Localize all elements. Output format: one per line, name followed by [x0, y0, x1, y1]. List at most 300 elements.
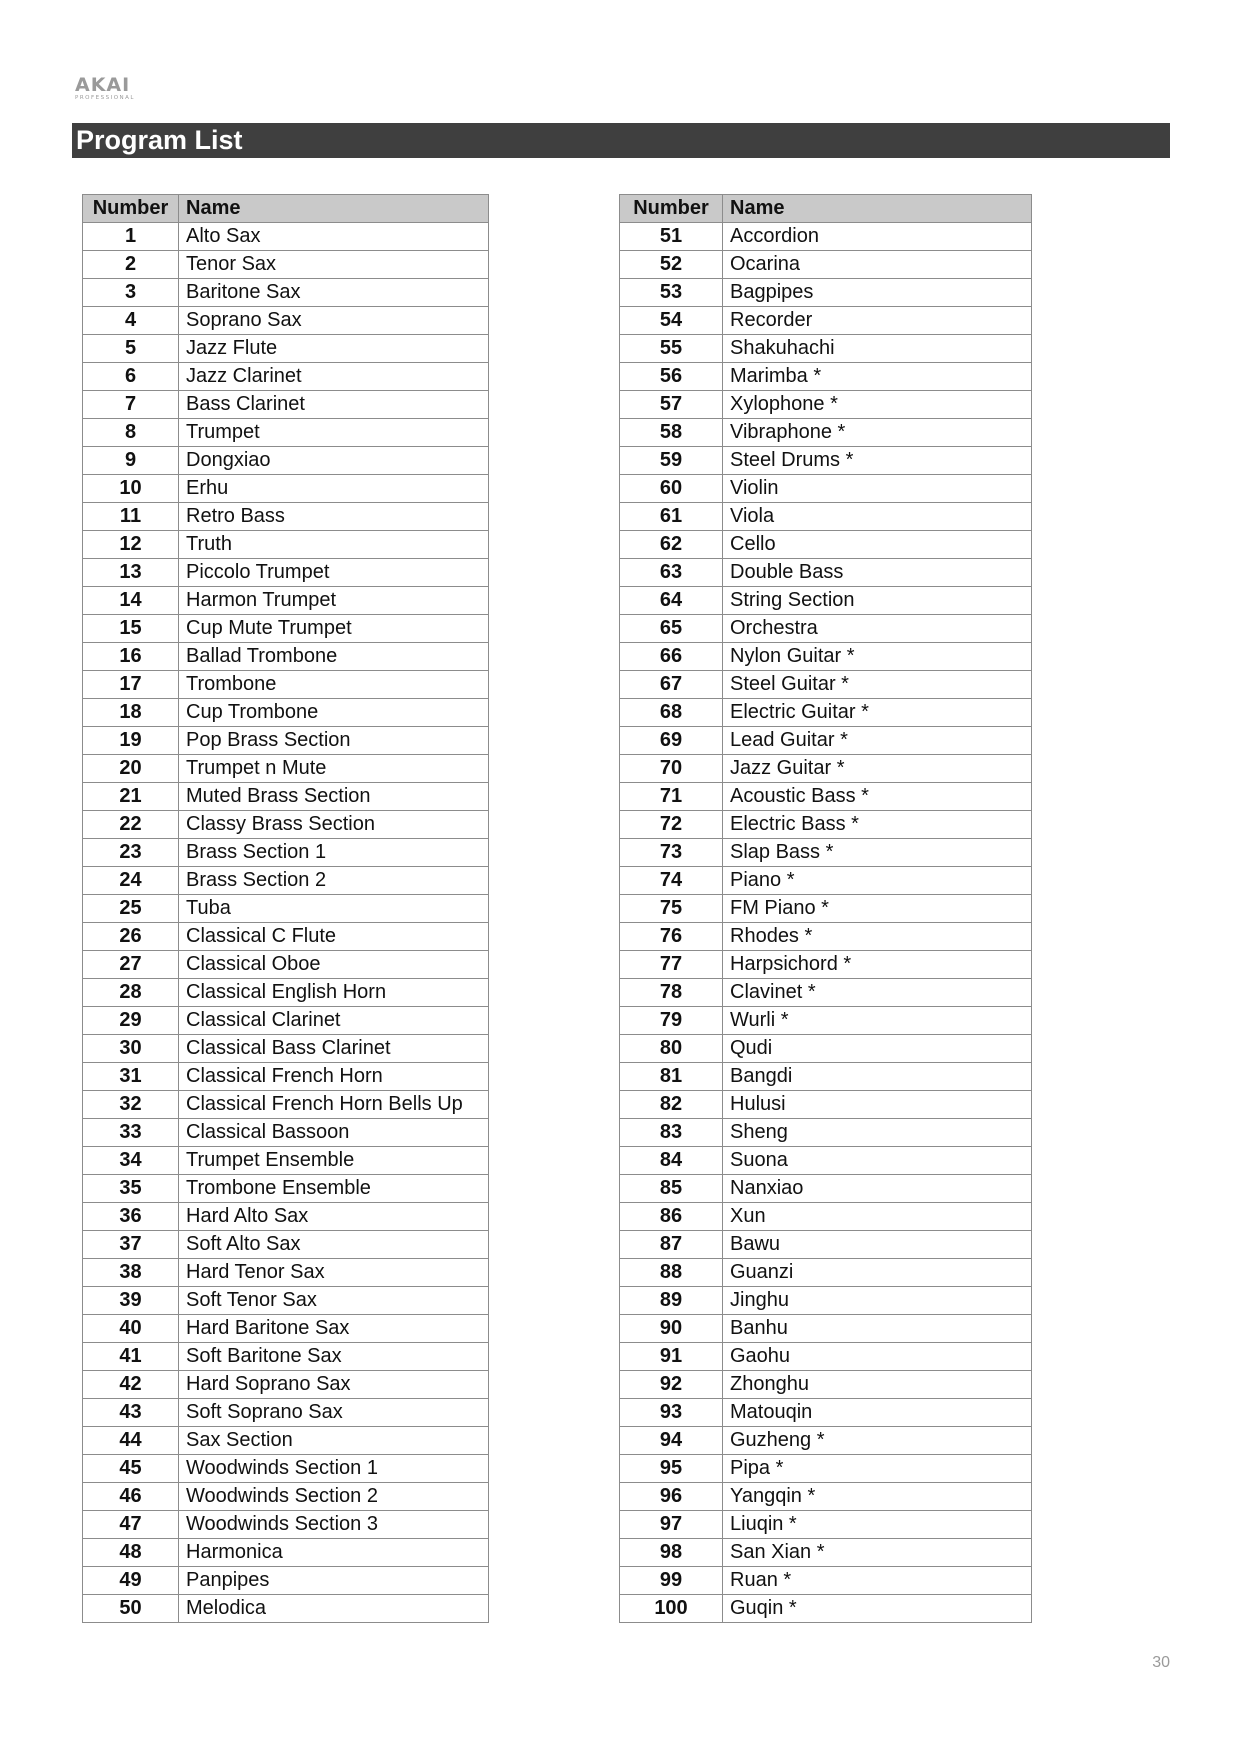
program-number: 92 — [620, 1371, 723, 1399]
program-number: 19 — [83, 727, 179, 755]
program-number: 35 — [83, 1175, 179, 1203]
program-number: 49 — [83, 1567, 179, 1595]
program-name: Classy Brass Section — [179, 811, 489, 839]
program-name: Bangdi — [723, 1063, 1032, 1091]
program-table-right — [619, 194, 1032, 1623]
program-name: Liuqin * — [723, 1511, 1032, 1539]
program-number: 21 — [83, 783, 179, 811]
program-number: 63 — [620, 559, 723, 587]
program-number: 55 — [620, 335, 723, 363]
program-number: 60 — [620, 475, 723, 503]
program-number: 90 — [620, 1315, 723, 1343]
program-number: 88 — [620, 1259, 723, 1287]
table-row — [83, 1343, 489, 1371]
program-number: 84 — [620, 1147, 723, 1175]
program-name: Tuba — [179, 895, 489, 923]
table-row — [83, 1595, 489, 1623]
program-name: Lead Guitar * — [723, 727, 1032, 755]
table-row — [620, 1203, 1032, 1231]
program-number: 40 — [83, 1315, 179, 1343]
program-name: Jazz Flute — [179, 335, 489, 363]
program-number: 50 — [83, 1595, 179, 1623]
program-number: 23 — [83, 839, 179, 867]
table-row — [620, 979, 1032, 1007]
program-number: 85 — [620, 1175, 723, 1203]
program-name: Guanzi — [723, 1259, 1032, 1287]
program-name: Bagpipes — [723, 279, 1032, 307]
program-name: Classical C Flute — [179, 923, 489, 951]
table-row — [620, 1539, 1032, 1567]
table-row — [620, 363, 1032, 391]
program-name: Hard Soprano Sax — [179, 1371, 489, 1399]
column-header-name: Name — [723, 195, 1032, 223]
program-name: Soft Alto Sax — [179, 1231, 489, 1259]
table-row — [83, 867, 489, 895]
program-name: Electric Bass * — [723, 811, 1032, 839]
table-row — [620, 1063, 1032, 1091]
program-name: Pipa * — [723, 1455, 1032, 1483]
table-row — [620, 307, 1032, 335]
program-number: 86 — [620, 1203, 723, 1231]
table-row — [620, 419, 1032, 447]
program-name: Violin — [723, 475, 1032, 503]
program-number: 4 — [83, 307, 179, 335]
program-name: Hard Tenor Sax — [179, 1259, 489, 1287]
table-header-row — [83, 195, 489, 223]
program-number: 13 — [83, 559, 179, 587]
table-row — [83, 1399, 489, 1427]
program-name: Bawu — [723, 1231, 1032, 1259]
table-row — [620, 839, 1032, 867]
program-name: Hard Alto Sax — [179, 1203, 489, 1231]
program-number: 94 — [620, 1427, 723, 1455]
section-title-bar — [72, 123, 1170, 158]
program-number: 26 — [83, 923, 179, 951]
program-table-left — [82, 194, 489, 1623]
program-name: Panpipes — [179, 1567, 489, 1595]
table-row — [83, 1203, 489, 1231]
program-name: Ocarina — [723, 251, 1032, 279]
program-name: Tenor Sax — [179, 251, 489, 279]
program-name: Harpsichord * — [723, 951, 1032, 979]
table-row — [83, 783, 489, 811]
program-name: Trumpet Ensemble — [179, 1147, 489, 1175]
program-number: 48 — [83, 1539, 179, 1567]
program-number: 46 — [83, 1483, 179, 1511]
table-row — [620, 1091, 1032, 1119]
table-row — [83, 923, 489, 951]
table-row — [620, 923, 1032, 951]
table-row — [83, 587, 489, 615]
program-number: 71 — [620, 783, 723, 811]
program-name: Matouqin — [723, 1399, 1032, 1427]
program-name: Truth — [179, 531, 489, 559]
table-row — [83, 1035, 489, 1063]
program-name: Steel Guitar * — [723, 671, 1032, 699]
program-name: Classical Oboe — [179, 951, 489, 979]
program-name: Jazz Clarinet — [179, 363, 489, 391]
program-number: 91 — [620, 1343, 723, 1371]
program-number: 36 — [83, 1203, 179, 1231]
table-row — [83, 1427, 489, 1455]
program-name: Viola — [723, 503, 1032, 531]
program-name: Rhodes * — [723, 923, 1032, 951]
table-row — [83, 279, 489, 307]
program-number: 75 — [620, 895, 723, 923]
program-name: Sax Section — [179, 1427, 489, 1455]
program-number: 76 — [620, 923, 723, 951]
program-number: 12 — [83, 531, 179, 559]
table-row — [620, 475, 1032, 503]
table-row — [83, 251, 489, 279]
program-number: 8 — [83, 419, 179, 447]
program-number: 39 — [83, 1287, 179, 1315]
program-name: Electric Guitar * — [723, 699, 1032, 727]
program-number: 42 — [83, 1371, 179, 1399]
program-name: Guzheng * — [723, 1427, 1032, 1455]
program-number: 38 — [83, 1259, 179, 1287]
program-name: Steel Drums * — [723, 447, 1032, 475]
program-name: Acoustic Bass * — [723, 783, 1032, 811]
table-row — [620, 391, 1032, 419]
program-name: Jazz Guitar * — [723, 755, 1032, 783]
table-header-row — [620, 195, 1032, 223]
program-number: 58 — [620, 419, 723, 447]
program-number: 89 — [620, 1287, 723, 1315]
program-number: 61 — [620, 503, 723, 531]
table-row — [620, 699, 1032, 727]
program-number: 73 — [620, 839, 723, 867]
program-name: Trumpet n Mute — [179, 755, 489, 783]
program-name: FM Piano * — [723, 895, 1032, 923]
program-number: 33 — [83, 1119, 179, 1147]
program-number: 52 — [620, 251, 723, 279]
program-name: Soprano Sax — [179, 307, 489, 335]
program-name: Trombone — [179, 671, 489, 699]
program-number: 47 — [83, 1511, 179, 1539]
program-name: Dongxiao — [179, 447, 489, 475]
program-number: 95 — [620, 1455, 723, 1483]
table-row — [83, 1483, 489, 1511]
program-name: Recorder — [723, 307, 1032, 335]
table-row — [83, 1455, 489, 1483]
table-row — [620, 1567, 1032, 1595]
program-name: Classical English Horn — [179, 979, 489, 1007]
table-row — [83, 1371, 489, 1399]
akai-logo — [75, 76, 155, 102]
program-number: 99 — [620, 1567, 723, 1595]
table-row — [620, 587, 1032, 615]
program-number: 25 — [83, 895, 179, 923]
table-row — [620, 1231, 1032, 1259]
program-number: 22 — [83, 811, 179, 839]
program-name: Ruan * — [723, 1567, 1032, 1595]
column-header-name: Name — [179, 195, 489, 223]
table-row — [620, 895, 1032, 923]
program-number: 15 — [83, 615, 179, 643]
program-number: 24 — [83, 867, 179, 895]
program-number: 28 — [83, 979, 179, 1007]
table-row — [83, 1175, 489, 1203]
table-row — [620, 727, 1032, 755]
program-name: Zhonghu — [723, 1371, 1032, 1399]
table-row — [620, 1511, 1032, 1539]
program-name: Trombone Ensemble — [179, 1175, 489, 1203]
program-number: 64 — [620, 587, 723, 615]
page-number: 30 — [1152, 1654, 1170, 1671]
program-number: 54 — [620, 307, 723, 335]
table-row — [620, 643, 1032, 671]
table-row — [83, 1063, 489, 1091]
table-row — [83, 503, 489, 531]
program-name: Ballad Trombone — [179, 643, 489, 671]
table-row — [620, 251, 1032, 279]
table-row — [83, 419, 489, 447]
program-name: Gaohu — [723, 1343, 1032, 1371]
program-name: Erhu — [179, 475, 489, 503]
program-name: Soft Tenor Sax — [179, 1287, 489, 1315]
column-header-number: Number — [620, 195, 723, 223]
program-number: 57 — [620, 391, 723, 419]
program-number: 83 — [620, 1119, 723, 1147]
table-row — [83, 391, 489, 419]
table-row — [620, 1371, 1032, 1399]
table-row — [83, 671, 489, 699]
program-name: Nylon Guitar * — [723, 643, 1032, 671]
program-number: 80 — [620, 1035, 723, 1063]
program-name: Woodwinds Section 2 — [179, 1483, 489, 1511]
program-number: 27 — [83, 951, 179, 979]
program-name: Classical French Horn Bells Up — [179, 1091, 489, 1119]
program-number: 78 — [620, 979, 723, 1007]
program-number: 67 — [620, 671, 723, 699]
table-row — [620, 1175, 1032, 1203]
table-row — [620, 867, 1032, 895]
table-row — [83, 811, 489, 839]
program-number: 29 — [83, 1007, 179, 1035]
program-name: Woodwinds Section 1 — [179, 1455, 489, 1483]
program-name: Guqin * — [723, 1595, 1032, 1623]
program-name: Jinghu — [723, 1287, 1032, 1315]
program-name: Hard Baritone Sax — [179, 1315, 489, 1343]
table-row — [620, 783, 1032, 811]
table-row — [620, 335, 1032, 363]
program-name: Wurli * — [723, 1007, 1032, 1035]
program-number: 14 — [83, 587, 179, 615]
table-row — [620, 1259, 1032, 1287]
table-row — [620, 279, 1032, 307]
program-name: Xylophone * — [723, 391, 1032, 419]
program-name: Accordion — [723, 223, 1032, 251]
program-number: 51 — [620, 223, 723, 251]
table-row — [83, 895, 489, 923]
program-number: 79 — [620, 1007, 723, 1035]
program-number: 20 — [83, 755, 179, 783]
program-number: 100 — [620, 1595, 723, 1623]
program-number: 77 — [620, 951, 723, 979]
program-number: 59 — [620, 447, 723, 475]
program-number: 7 — [83, 391, 179, 419]
program-number: 93 — [620, 1399, 723, 1427]
program-name: Trumpet — [179, 419, 489, 447]
column-header-number: Number — [83, 195, 179, 223]
program-number: 68 — [620, 699, 723, 727]
program-number: 10 — [83, 475, 179, 503]
table-row — [83, 643, 489, 671]
program-name: Cello — [723, 531, 1032, 559]
program-number: 31 — [83, 1063, 179, 1091]
program-number: 18 — [83, 699, 179, 727]
program-number: 97 — [620, 1511, 723, 1539]
table-row — [620, 1399, 1032, 1427]
program-number: 69 — [620, 727, 723, 755]
program-name: Marimba * — [723, 363, 1032, 391]
program-name: Brass Section 2 — [179, 867, 489, 895]
program-number: 2 — [83, 251, 179, 279]
program-number: 45 — [83, 1455, 179, 1483]
table-row — [620, 1287, 1032, 1315]
program-name: Woodwinds Section 3 — [179, 1511, 489, 1539]
table-row — [83, 951, 489, 979]
table-row — [620, 615, 1032, 643]
program-number: 44 — [83, 1427, 179, 1455]
logo-subtitle: PROFESSIONAL — [75, 95, 135, 101]
program-number: 32 — [83, 1091, 179, 1119]
program-name: Nanxiao — [723, 1175, 1032, 1203]
table-row — [83, 1315, 489, 1343]
program-name: Pop Brass Section — [179, 727, 489, 755]
program-number: 81 — [620, 1063, 723, 1091]
table-row — [83, 1567, 489, 1595]
program-number: 9 — [83, 447, 179, 475]
table-row — [83, 447, 489, 475]
table-row — [83, 699, 489, 727]
program-name: Harmon Trumpet — [179, 587, 489, 615]
program-name: Soft Soprano Sax — [179, 1399, 489, 1427]
table-row — [83, 1259, 489, 1287]
program-name: Yangqin * — [723, 1483, 1032, 1511]
program-name: Bass Clarinet — [179, 391, 489, 419]
table-row — [83, 363, 489, 391]
program-name: Retro Bass — [179, 503, 489, 531]
table-row — [83, 1119, 489, 1147]
table-row — [83, 531, 489, 559]
program-number: 65 — [620, 615, 723, 643]
program-name: Banhu — [723, 1315, 1032, 1343]
program-number: 34 — [83, 1147, 179, 1175]
table-row — [83, 1147, 489, 1175]
table-row — [83, 615, 489, 643]
program-number: 82 — [620, 1091, 723, 1119]
program-name: Suona — [723, 1147, 1032, 1175]
table-row — [620, 1147, 1032, 1175]
table-row — [620, 1035, 1032, 1063]
program-name: Slap Bass * — [723, 839, 1032, 867]
table-row — [83, 727, 489, 755]
table-row — [83, 755, 489, 783]
table-row — [620, 1315, 1032, 1343]
program-name: Qudi — [723, 1035, 1032, 1063]
program-number: 17 — [83, 671, 179, 699]
table-row — [620, 559, 1032, 587]
program-name: Brass Section 1 — [179, 839, 489, 867]
table-row — [83, 307, 489, 335]
program-number: 6 — [83, 363, 179, 391]
program-name: Cup Mute Trumpet — [179, 615, 489, 643]
program-name: Double Bass — [723, 559, 1032, 587]
table-row — [620, 223, 1032, 251]
table-row — [83, 1539, 489, 1567]
table-row — [620, 1595, 1032, 1623]
program-number: 43 — [83, 1399, 179, 1427]
program-number: 70 — [620, 755, 723, 783]
program-number: 98 — [620, 1539, 723, 1567]
program-name: String Section — [723, 587, 1032, 615]
table-row — [83, 335, 489, 363]
program-name: Alto Sax — [179, 223, 489, 251]
table-row — [620, 1455, 1032, 1483]
page-title: Program List — [76, 125, 243, 155]
program-name: Shakuhachi — [723, 335, 1032, 363]
program-name: Orchestra — [723, 615, 1032, 643]
program-number: 87 — [620, 1231, 723, 1259]
table-row — [620, 503, 1032, 531]
program-number: 37 — [83, 1231, 179, 1259]
program-name: Classical Bassoon — [179, 1119, 489, 1147]
program-name: Classical Bass Clarinet — [179, 1035, 489, 1063]
program-name: Hulusi — [723, 1091, 1032, 1119]
table-row — [83, 979, 489, 1007]
table-row — [620, 447, 1032, 475]
program-name: Xun — [723, 1203, 1032, 1231]
table-row — [620, 1427, 1032, 1455]
program-number: 56 — [620, 363, 723, 391]
program-number: 41 — [83, 1343, 179, 1371]
table-row — [83, 1287, 489, 1315]
table-row — [83, 559, 489, 587]
program-number: 30 — [83, 1035, 179, 1063]
program-name: Muted Brass Section — [179, 783, 489, 811]
program-name: Soft Baritone Sax — [179, 1343, 489, 1371]
table-row — [620, 1119, 1032, 1147]
program-name: Classical Clarinet — [179, 1007, 489, 1035]
table-row — [83, 1091, 489, 1119]
program-name: Piccolo Trumpet — [179, 559, 489, 587]
table-row — [620, 811, 1032, 839]
program-name: Harmonica — [179, 1539, 489, 1567]
table-row — [620, 671, 1032, 699]
program-name: Vibraphone * — [723, 419, 1032, 447]
program-number: 66 — [620, 643, 723, 671]
table-row — [620, 951, 1032, 979]
table-row — [83, 475, 489, 503]
logo-wordmark: AKAI — [75, 74, 131, 96]
program-number: 72 — [620, 811, 723, 839]
program-number: 1 — [83, 223, 179, 251]
table-row — [620, 531, 1032, 559]
program-number: 53 — [620, 279, 723, 307]
program-name: Melodica — [179, 1595, 489, 1623]
program-number: 62 — [620, 531, 723, 559]
program-name: Clavinet * — [723, 979, 1032, 1007]
table-row — [83, 839, 489, 867]
program-name: Sheng — [723, 1119, 1032, 1147]
table-row — [620, 755, 1032, 783]
program-name: Cup Trombone — [179, 699, 489, 727]
program-number: 3 — [83, 279, 179, 307]
program-number: 16 — [83, 643, 179, 671]
table-row — [83, 1007, 489, 1035]
